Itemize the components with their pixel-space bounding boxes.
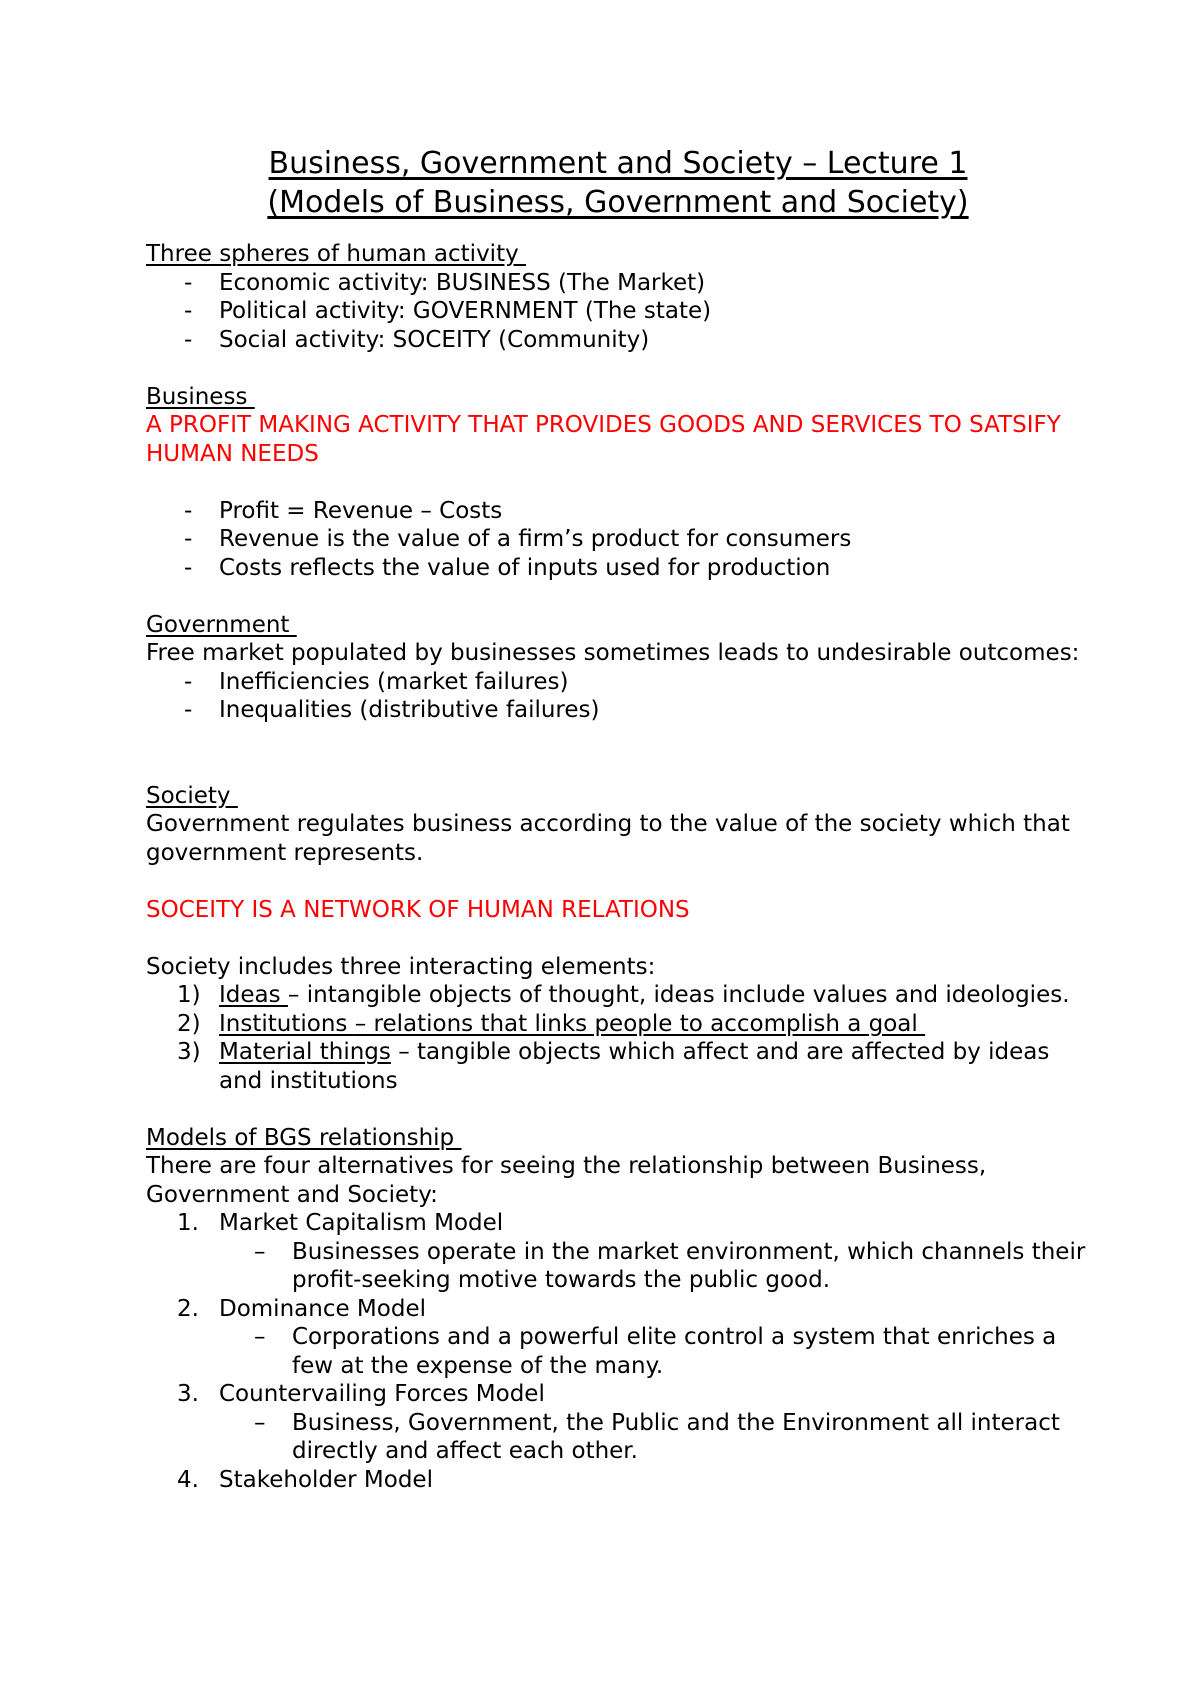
list-item: - Social activity: SOCEITY (Community) (184, 326, 650, 353)
government-heading: Government (146, 611, 297, 638)
society-statement: SOCEITY IS A NETWORK OF HUMAN RELATIONS (146, 896, 690, 923)
page-title (146, 144, 1090, 222)
list-item: - Economic activity: BUSINESS (The Market) (184, 269, 706, 296)
list-item: 1) Ideas – intangible objects of thought, ideas include values and ideologies. (177, 982, 1070, 1008)
list-item: 2) Institutions – relations that links people to accomplish a goal (177, 1010, 926, 1037)
bullet-marker: - (184, 554, 193, 581)
bullet-marker: - (184, 326, 193, 353)
government-text: Free market populated by businesses sometimes leads to undesirable outcomes: (146, 640, 1080, 666)
list-item: - Profit = Revenue – Costs (184, 497, 503, 524)
bullet-marker: - (184, 497, 193, 524)
list-item: – Corporations and a powerful elite control a system that enriches a few at the expense of the many. (254, 1324, 1057, 1379)
number-marker: 1) (177, 982, 201, 1008)
bullet-marker: - (184, 269, 193, 296)
list-item: 3) Material things – tangible objects which affect and are affected by ideas and institutions (177, 1039, 1050, 1094)
list-item: 2. Dominance Model (177, 1295, 426, 1322)
element-term: Ideas (219, 982, 288, 1008)
list-item: – Business, Government, the Public and the Environment all interact directly and affect each other. (254, 1409, 1060, 1464)
element-term: Material things (219, 1039, 391, 1065)
dash-marker: – (254, 1409, 266, 1436)
bullet-marker: - (184, 526, 193, 552)
list-item: - Costs reflects the value of inputs used for production (184, 554, 831, 581)
number-marker: 1. (177, 1210, 199, 1236)
models-intro: There are four alternatives for seeing the relationship between Business, Government and Society: (146, 1153, 987, 1208)
list-item: - Inefficiencies (market failures) (184, 668, 569, 695)
list-item: 1. Market Capitalism Model (177, 1210, 504, 1236)
list-item: – Businesses operate in the market environment, which channels their profit-seeking motive towards the public good. (254, 1238, 1086, 1293)
bullet-marker: - (184, 668, 193, 695)
list-item: - Political activity: GOVERNMENT (The state) (184, 298, 712, 324)
list-item: 3. Countervailing Forces Model (177, 1381, 545, 1407)
society-intro: Society includes three interacting elements: (146, 953, 656, 980)
models-heading: Models of BGS relationship (146, 1124, 462, 1151)
number-marker: 2) (177, 1010, 201, 1037)
society-text: Government regulates business according to the value of the society which that government represents. (146, 811, 1070, 866)
society-heading: Society (146, 782, 238, 809)
element-term: Institutions (219, 1010, 355, 1037)
number-marker: 3. (177, 1381, 199, 1407)
list-item: - Inequalities (distributive failures) (184, 697, 600, 723)
title-line-1: Business, Government and Society – Lecture 1 (268, 146, 968, 181)
bullet-marker: - (184, 697, 193, 723)
number-marker: 3) (177, 1039, 201, 1065)
business-definition: A PROFIT MAKING ACTIVITY THAT PROVIDES GOODS AND SERVICES TO SATSIFY HUMAN NEEDS (146, 412, 1061, 467)
bullet-marker: - (184, 298, 193, 324)
number-marker: 2. (177, 1295, 199, 1322)
list-item: - Revenue is the value of a firm’s product for consumers (184, 526, 852, 552)
dash-marker: – (254, 1238, 266, 1265)
title-line-2: (Models of Business, Government and Society) (267, 185, 969, 220)
list-item: 4. Stakeholder Model (177, 1466, 433, 1493)
spheres-heading: Three spheres of human activity (146, 241, 527, 267)
number-marker: 4. (177, 1466, 199, 1493)
business-heading: Business (146, 383, 255, 410)
dash-marker: – (254, 1324, 266, 1350)
